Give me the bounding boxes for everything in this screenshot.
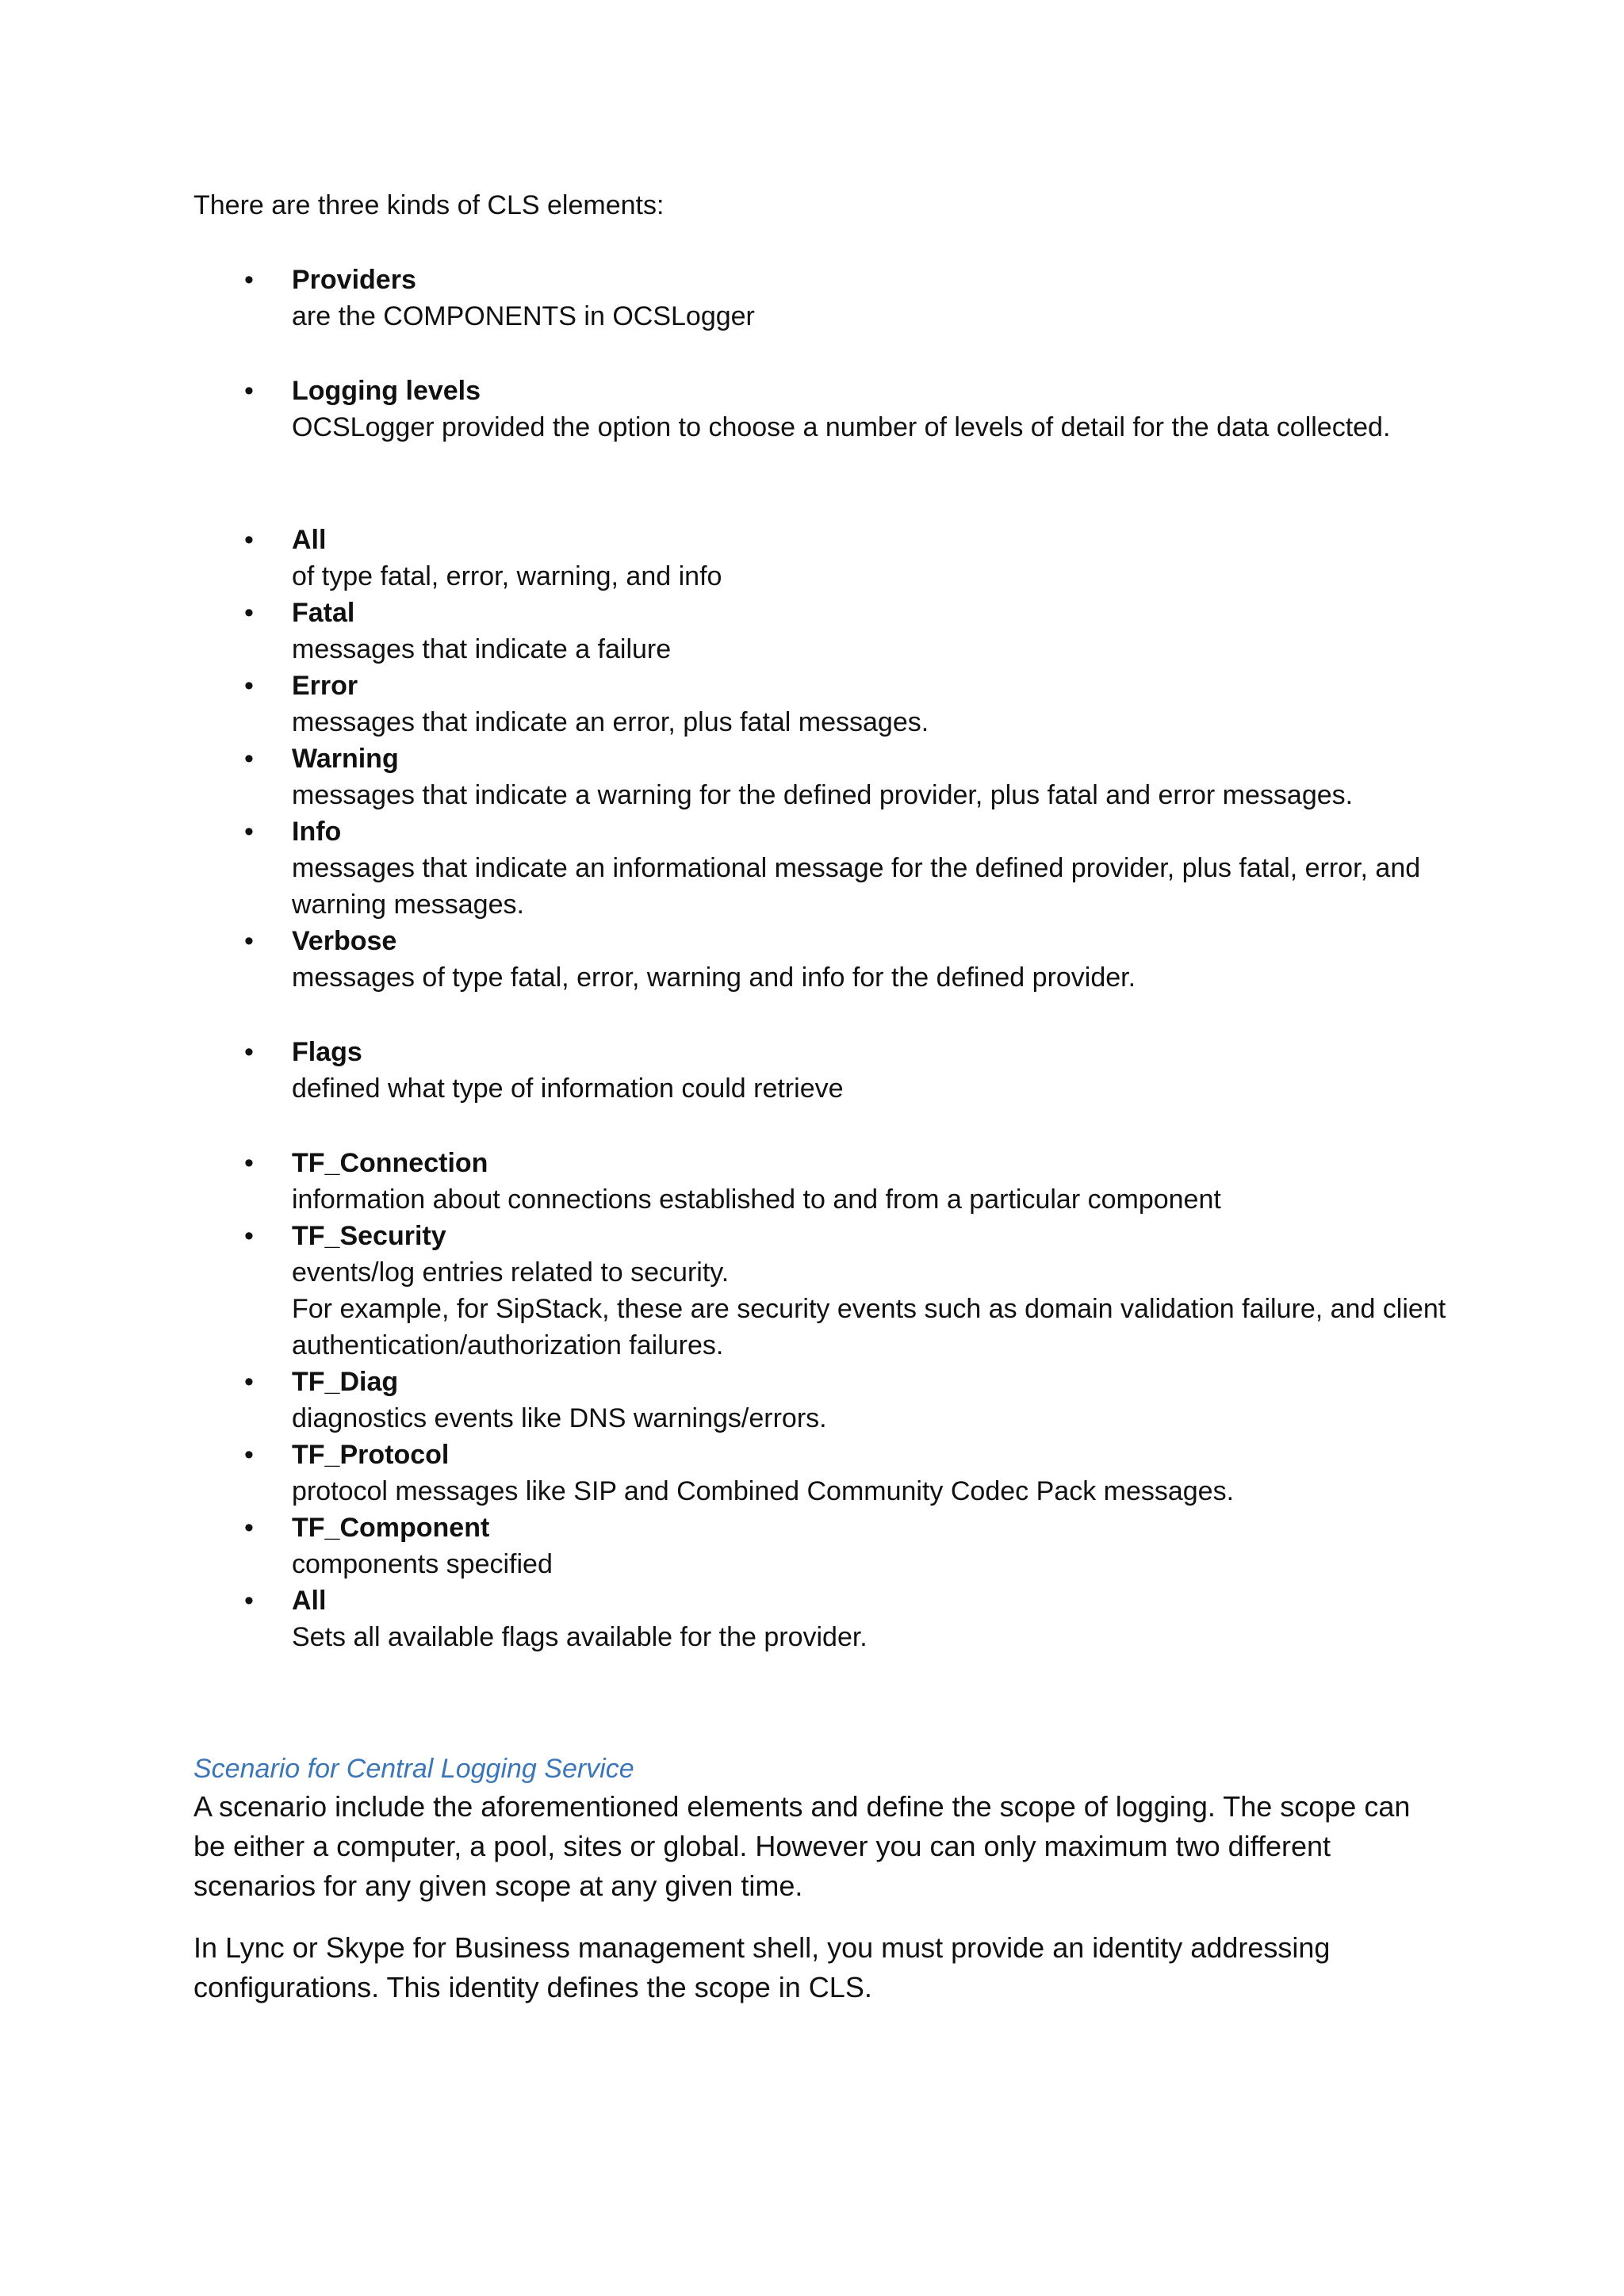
flag-desc: Sets all available flags available for the provider. xyxy=(292,1622,868,1652)
level-desc: messages of type fatal, error, warning and info for the defined provider. xyxy=(292,962,1136,993)
list-item xyxy=(193,1510,1446,1582)
document-body xyxy=(193,187,1446,2007)
flags-list xyxy=(193,1145,1446,1655)
cls-elements-list xyxy=(193,262,1446,1655)
list-item xyxy=(193,668,1446,740)
intro-text: There are three kinds of CLS elements: xyxy=(193,190,665,220)
flag-desc: events/log entries related to security. xyxy=(292,1257,730,1288)
list-item-logging-levels xyxy=(193,373,1446,996)
term-providers: • Providers xyxy=(292,265,416,295)
section-paragraph: A scenario include the aforementioned elements and define the scope of logging. The scope can be either a computer, a pool, sites or global. However you can only maximum two different scenarios for any given scope at any given time. xyxy=(193,1790,1411,1902)
list-item-providers xyxy=(193,262,1446,335)
flag-term: • TF_Connection xyxy=(292,1148,488,1178)
term-logging-levels: • Logging levels xyxy=(292,376,481,406)
list-item xyxy=(193,595,1446,668)
list-item xyxy=(193,1145,1446,1218)
list-item-flags xyxy=(193,1034,1446,1655)
list-item xyxy=(193,740,1446,813)
flag-term: • TF_Protocol xyxy=(292,1440,450,1470)
level-desc: of type fatal, error, warning, and info xyxy=(292,561,722,591)
flag-term: • TF_Security xyxy=(292,1221,446,1251)
level-term: • Verbose xyxy=(292,926,397,956)
list-item xyxy=(193,1582,1446,1655)
list-item xyxy=(193,1364,1446,1437)
flag-desc: protocol messages like SIP and Combined Community Codec Pack messages. xyxy=(292,1476,1235,1506)
level-desc: messages that indicate a failure xyxy=(292,634,672,664)
flag-desc: information about connections established to and from a particular component xyxy=(292,1184,1221,1215)
flag-desc: diagnostics events like DNS warnings/errors. xyxy=(292,1403,827,1433)
level-desc: messages that indicate an error, plus fatal messages. xyxy=(292,707,929,737)
logging-levels-list xyxy=(193,522,1446,996)
level-term: • Info xyxy=(292,817,342,847)
term-flags: • Flags xyxy=(292,1037,362,1067)
list-item xyxy=(193,1437,1446,1510)
level-term: • Error xyxy=(292,671,358,701)
flag-term: • TF_Component xyxy=(292,1513,490,1543)
level-desc: messages that indicate an informational message for the defined provider, plus fatal, error, and warning messages. xyxy=(292,853,1421,920)
desc-flags: defined what type of information could retrieve xyxy=(292,1073,844,1104)
list-item xyxy=(193,923,1446,996)
flag-term: • TF_Diag xyxy=(292,1367,399,1397)
level-term: • All xyxy=(292,525,327,555)
desc-logging-levels: OCSLogger provided the option to choose a number of levels of detail for the data collected. xyxy=(292,412,1391,442)
flag-desc-example: For example, for SipStack, these are security events such as domain validation failure, and client authentication/authorization failures. xyxy=(292,1294,1446,1360)
flag-desc: components specified xyxy=(292,1549,553,1579)
flag-term: • All xyxy=(292,1586,327,1616)
list-item xyxy=(193,1218,1446,1364)
section-paragraph: In Lync or Skype for Business management shell, you must provide an identity addressing configurations. This identity defines the scope in CLS. xyxy=(193,1931,1331,2003)
level-term: • Fatal xyxy=(292,598,355,628)
desc-providers: are the COMPONENTS in OCSLogger xyxy=(292,301,755,331)
section-heading: Scenario for Central Logging Service xyxy=(193,1754,634,1784)
level-desc: messages that indicate a warning for the defined provider, plus fatal and error messages. xyxy=(292,780,1354,810)
list-item xyxy=(193,522,1446,595)
list-item xyxy=(193,813,1446,923)
level-term: • Warning xyxy=(292,744,399,774)
